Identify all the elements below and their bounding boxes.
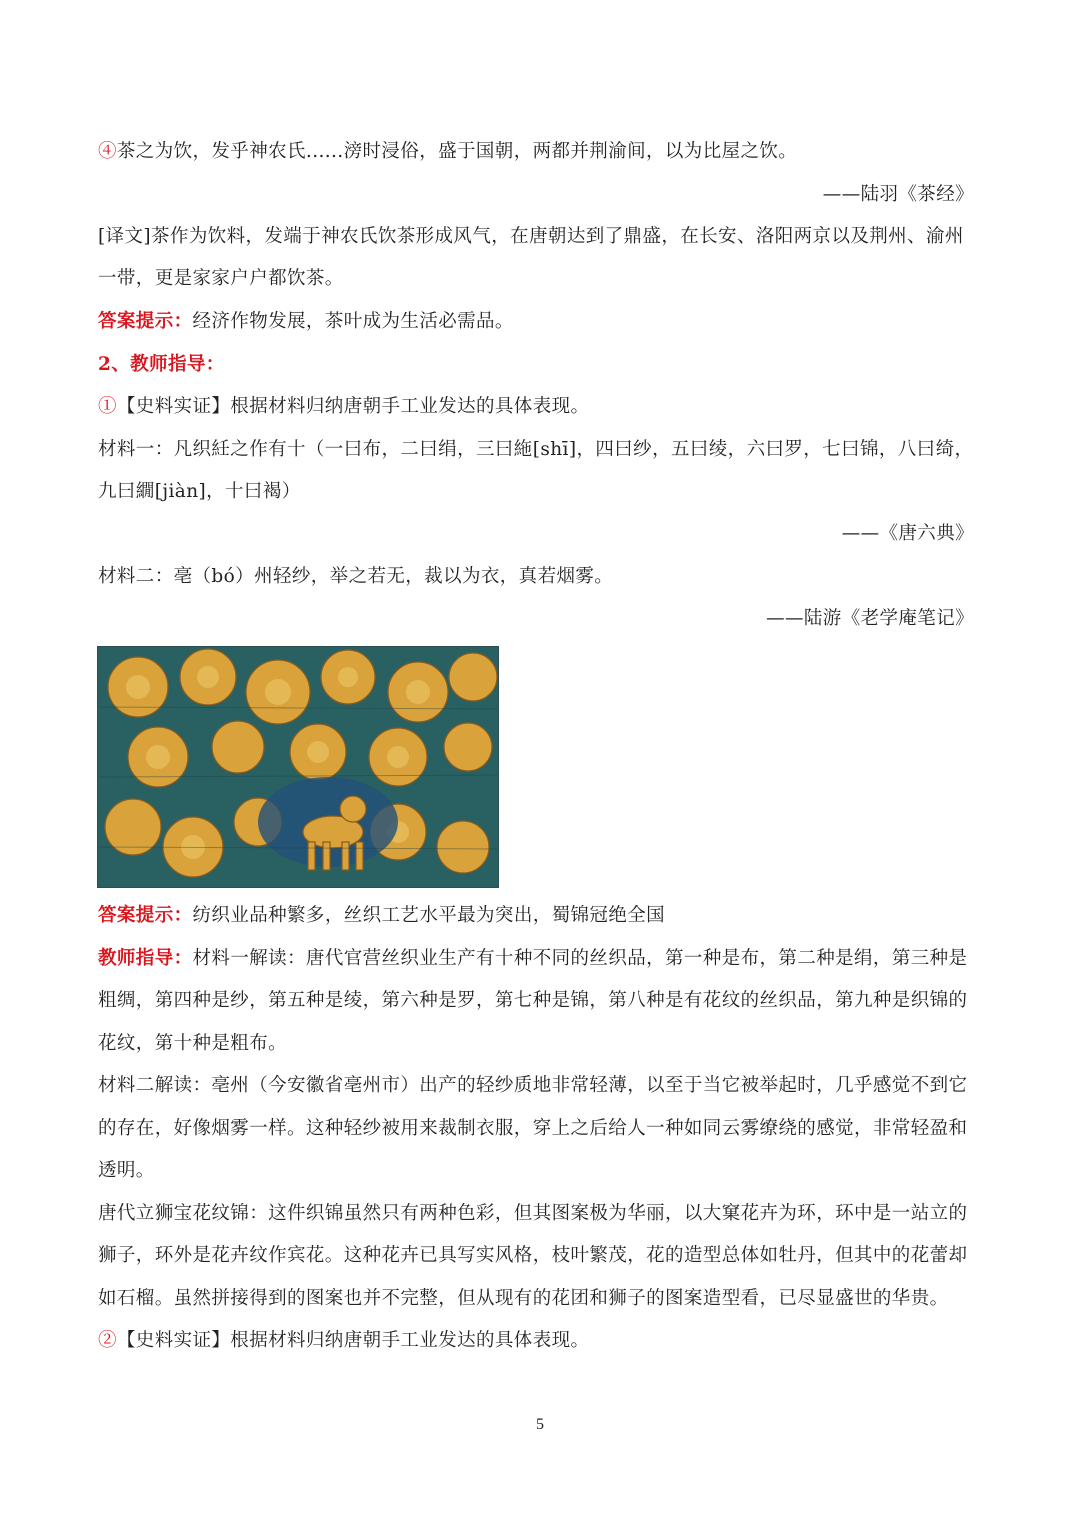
page-number: 5	[536, 1416, 544, 1433]
answer-hint-label: 答案提示：	[98, 905, 193, 926]
brocade-description-line-2: 狮子，环外是花卉纹作宾花。这种花卉已具写实风格，枝叶繁茂，花的造型总体如牡丹，但其中的花蕾却	[98, 1245, 968, 1266]
brocade-description-line-3: 如石榴。虽然拼接得到的图案也并不完整，但从现有的花团和狮子的图案造型看，已尽显盛世的华贵。	[98, 1288, 949, 1309]
evidence-task-1: ①【史料实证】根据材料归纳唐朝手工业发达的具体表现。	[98, 396, 590, 417]
section-heading-teacher-guide: 2、教师指导：	[98, 354, 225, 375]
teacher-guide-line-2: 粗绸，第四种是纱，第五种是绫，第六种是罗，第七种是锦，第八种是有花纹的丝织品，第九种是织锦的	[98, 990, 968, 1011]
tea-quote-source: ——陆羽《茶经》	[822, 184, 974, 205]
evidence-task-2: ②【史料实证】根据材料归纳唐朝手工业发达的具体表现。	[98, 1330, 590, 1351]
item-number-1: ①	[98, 396, 117, 417]
answer-hint-label: 答案提示：	[98, 311, 193, 332]
material-one-line-1: 材料一：凡织紝之作有十（一曰布，二曰绢，三曰絁[shī]，四曰纱，五曰绫，六曰罗，七曰锦，八曰绮，	[98, 439, 974, 460]
material-one-line-2: 九曰繝[jiàn]，十曰褐）	[98, 481, 301, 502]
teacher-guide-label: 教师指导：	[98, 948, 193, 969]
item-number-2: ②	[98, 1330, 117, 1351]
teacher-guide-line-3: 花纹，第十种是粗布。	[98, 1033, 288, 1054]
item-number-4: ④	[98, 141, 117, 162]
material-two-reading-line-2: 的存在，好像烟雾一样。这种轻纱被用来裁制衣服，穿上之后给人一种如同云雾缭绕的感觉，非常轻盈和	[98, 1118, 968, 1139]
translation-line-2: 一带，更是家家户户都饮茶。	[98, 268, 344, 289]
material-two-reading-line-3: 透明。	[98, 1160, 155, 1181]
tang-lion-brocade-image	[97, 646, 499, 888]
brocade-description-line-1: 唐代立狮宝花纹锦：这件织锦虽然只有两种色彩，但其图案极为华丽，以大窠花卉为环，环中是一站立的	[98, 1203, 968, 1224]
material-one-source: ——《唐六典》	[841, 523, 974, 544]
translation-line-1: [译文]茶作为饮料，发端于神农氏饮茶形成风气，在唐朝达到了鼎盛，在长安、洛阳两京以及荆州、渝州	[98, 226, 964, 247]
answer-hint-tea: 答案提示：经济作物发展，茶叶成为生活必需品。	[98, 311, 514, 332]
material-two: 材料二：亳（bó）州轻纱，举之若无，裁以为衣，真若烟雾。	[98, 566, 614, 587]
teacher-guide-line-1: 教师指导：材料一解读：唐代官营丝织业生产有十种不同的丝织品，第一种是布，第二种是绢，第三种是	[98, 948, 968, 969]
tea-quote: ④茶之为饮，发乎神农氏......滂时浸俗，盛于国朝，两都并荆渝间，以为比屋之饮。	[98, 141, 798, 162]
material-two-source: ——陆游《老学庵笔记》	[766, 608, 974, 629]
material-two-reading-line-1: 材料二解读：亳州（今安徽省亳州市）出产的轻纱质地非常轻薄，以至于当它被举起时，几乎感觉不到它	[98, 1075, 968, 1096]
brocade-pattern-illustration	[98, 647, 498, 887]
answer-hint-textile: 答案提示：纺织业品种繁多，丝织工艺水平最为突出，蜀锦冠绝全国	[98, 905, 666, 926]
